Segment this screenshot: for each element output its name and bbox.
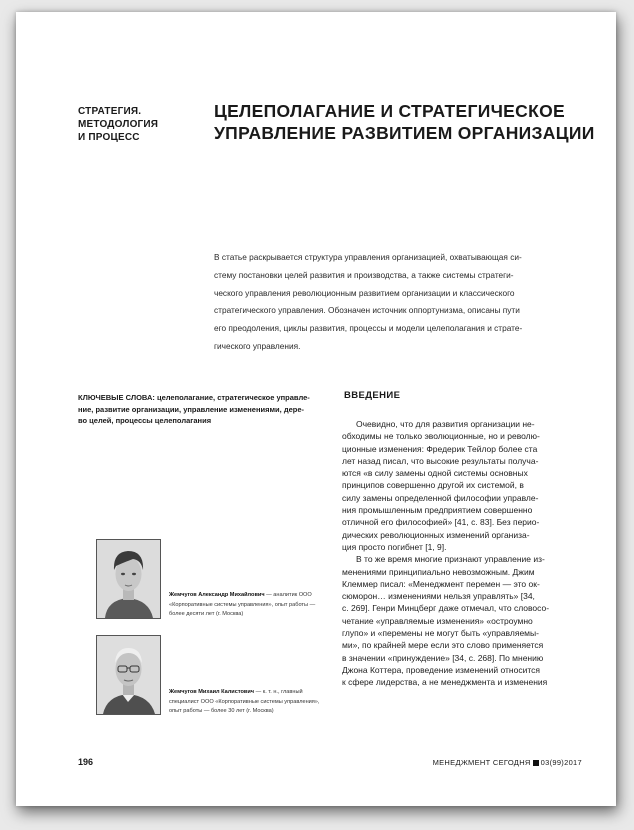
- section-label-line: СТРАТЕГИЯ.: [78, 106, 142, 117]
- author-bio-1: [169, 591, 339, 620]
- abstract-line: В статье раскрывается структура управления организацией, охватывающая си-: [214, 252, 522, 262]
- article-title: [214, 100, 594, 144]
- page-number: 196: [78, 757, 94, 767]
- author-bio-line: — к. т. н., главный: [255, 689, 303, 695]
- article-title-line: УПРАВЛЕНИЕ РАЗВИТИЕМ ОРГАНИЗАЦИИ: [214, 123, 595, 143]
- body-text-line: лет назад писал, что высокие результаты получа-: [342, 455, 539, 466]
- body-text-line: менениями принципиально невозможным. Джим: [342, 566, 535, 577]
- body-text-line: четание «управляемые изменения» «остроумно: [342, 615, 533, 626]
- author-name: Жемчугов Михаил Калистович: [169, 689, 255, 695]
- section-label: [78, 105, 198, 144]
- body-text-line: в значении «принуждение» [34, с. 268]. По мнению: [342, 652, 544, 663]
- body-text-line: ния промышленным предприятием совершенно: [342, 505, 533, 516]
- journal-issue: 03(99)2017: [540, 758, 582, 767]
- abstract-line: ческого управления революционным развитием организации и классического: [214, 287, 515, 298]
- body-text-line: силу замены определенной философии управле-: [342, 492, 539, 503]
- author-photo-1: [96, 539, 161, 619]
- body-text-line: к сфере лидерства, а не менеджмента и изменения: [342, 677, 548, 688]
- square-bullet-icon: [533, 760, 539, 766]
- body-text-line: В то же время многие признают управление из-: [356, 554, 545, 565]
- body-text-line: отличной его философией» [41, с. 83]. Без перио-: [342, 517, 540, 528]
- body-text-line: ция просто погибнет [1, 9].: [342, 541, 447, 552]
- portrait-image: [97, 540, 160, 618]
- abstract-line: стратегического управления. Обозначен источник оппортунизма, описаны пути: [214, 305, 520, 316]
- abstract-line: его преодоления, циклы развития, процессы и модели целеполагания и страте-: [214, 323, 523, 334]
- section-label-line: И ПРОЦЕСС: [78, 132, 140, 143]
- keywords-line: во целей, процессы целеполагания: [78, 416, 212, 425]
- author-bio-line: — аналитик ООО: [266, 592, 312, 598]
- body-text-line: сюморон… изменениями нельзя управлять» [34,: [342, 591, 535, 602]
- keywords-line: КЛЮЧЕВЫЕ СЛОВА: целеполагание, стратегическое управле-: [78, 393, 310, 402]
- author-bio-2: [169, 688, 339, 717]
- section-heading: ВВЕДЕНИЕ: [344, 390, 401, 401]
- article-title-line: ЦЕЛЕПОЛАГАНИЕ И СТРАТЕГИЧЕСКОЕ: [214, 101, 565, 121]
- body-text-line: с. 269]. Генри Минцберг даже отмечал, что словосо-: [342, 603, 550, 614]
- abstract-line: стему постановки целей развития и производства, а также системы стратеги-: [214, 269, 514, 280]
- body-text-line: принципов совершенно другой их системой, в: [342, 480, 524, 491]
- author-bio-line: более десяти лет (г. Москва): [169, 611, 244, 617]
- body-text-line: Джона Коттера, проведение изменений относится: [342, 664, 540, 675]
- body-text-line: ми», по крайней мере если это слово применяется: [342, 640, 544, 651]
- body-text-line: глупо» и «перемены не могут быть «управляемы-: [342, 628, 539, 639]
- author-name: Жемчугов Александр Михайлович: [169, 592, 265, 598]
- keywords: [78, 392, 318, 427]
- section-label-line: МЕТОДОЛОГИЯ: [78, 119, 159, 130]
- journal-footer: [433, 758, 582, 767]
- author-photo-2: [96, 635, 161, 715]
- body-text-line: дических революционных изменений организа-: [342, 529, 530, 540]
- keywords-line: ние, развитие организации, управление изменениями, дере-: [78, 404, 305, 414]
- journal-page: [16, 12, 616, 806]
- abstract: [214, 249, 584, 356]
- abstract-line: гического управления.: [214, 340, 301, 351]
- author-bio-line: опыт работы — более 30 лет (г. Москва): [169, 708, 274, 714]
- body-text-line: ционные изменения: Фредерик Тейлор более ста: [342, 443, 538, 454]
- author-bio-line: «Корпоративные системы управления», опыт работы —: [169, 601, 316, 608]
- journal-name: МЕНЕДЖМЕНТ СЕГОДНЯ: [432, 758, 531, 767]
- portrait-image: [97, 636, 160, 714]
- body-text-line: обходимы не только эволюционные, но и револю-: [342, 431, 540, 442]
- body-text: [342, 418, 597, 689]
- body-text-line: Клеммер писал: «Менеджмент перемен — это ок-: [342, 578, 540, 589]
- author-bio-line: специалист ООО «Корпоративные системы управления»,: [169, 698, 320, 705]
- body-text-line: Очевидно, что для развития организации не-: [356, 419, 535, 429]
- body-text-line: ются «в силу замены одной системы основных: [342, 468, 528, 479]
